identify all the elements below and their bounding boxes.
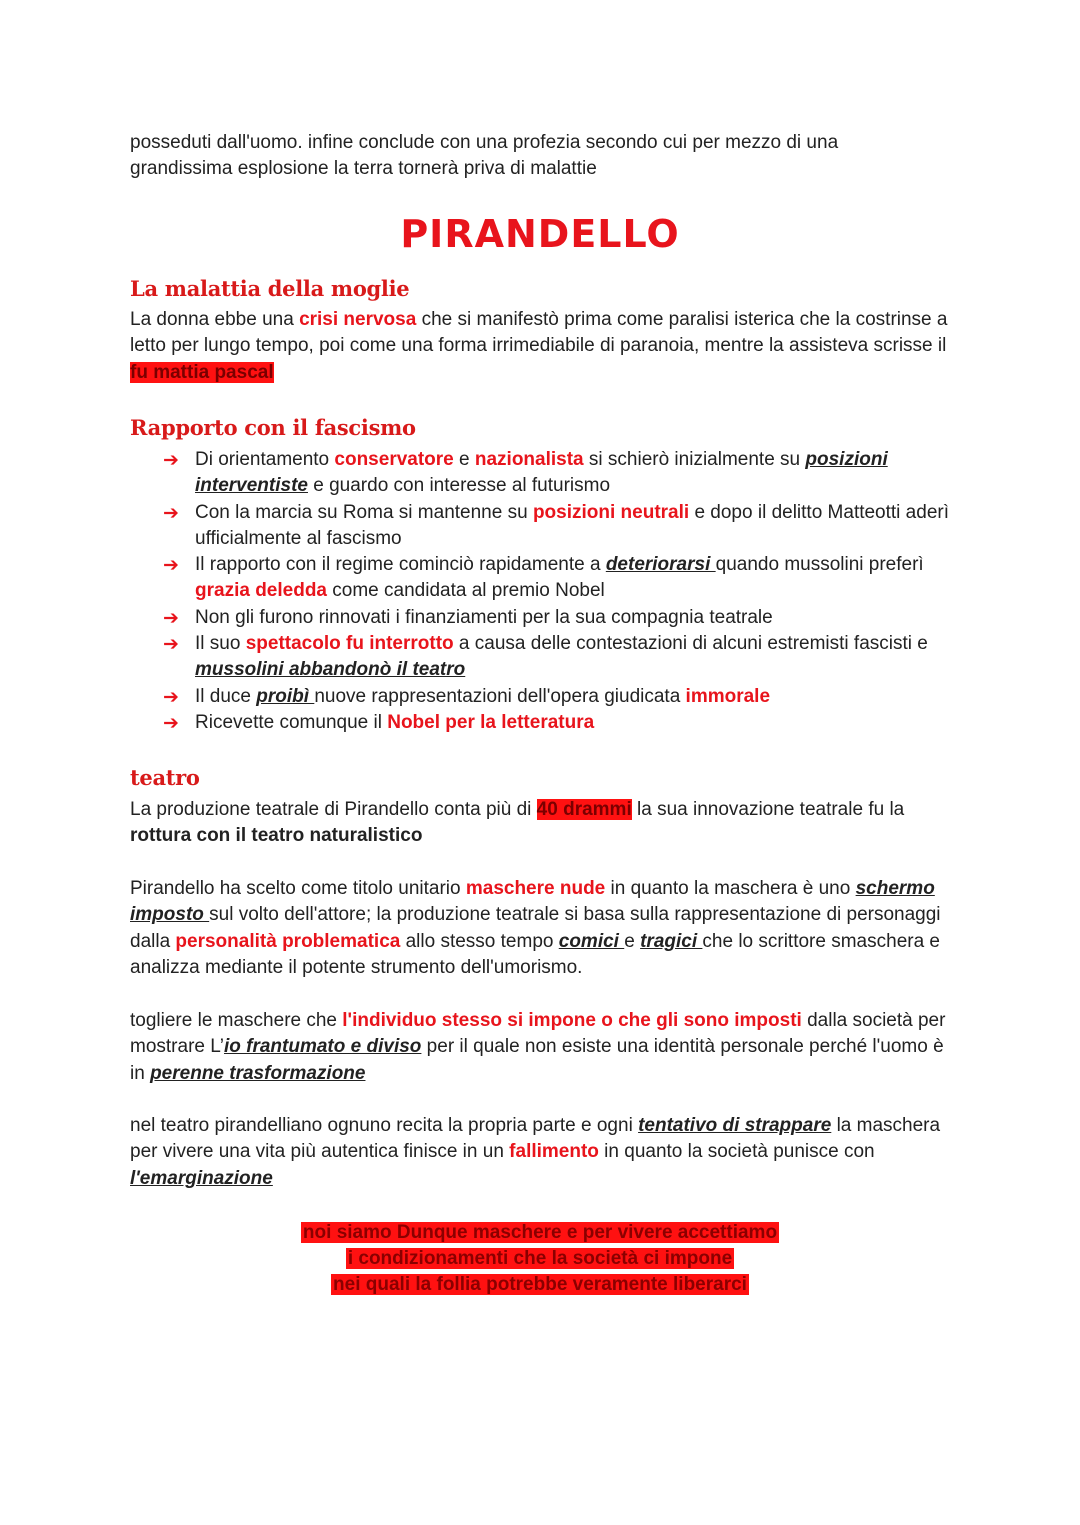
- arrow-icon: ➔: [163, 685, 179, 708]
- arrow-icon: ➔: [163, 501, 179, 524]
- list-item: ➔ Il rapporto con il regime cominciò rapidamente a deteriorarsi quando mussolini preferì grazia deledda come candidata al premio Nobel: [163, 554, 924, 602]
- highlight-fu-mattia-pascal: fu mattia pascal: [130, 361, 274, 383]
- list-item: ➔ Di orientamento conservatore e nazionalista si schierò inizialmente su posizioni interventiste e guardo con interesse al futurismo: [163, 449, 888, 497]
- list-item: ➔ Il suo spettacolo fu interrotto a causa delle contestazioni di alcuni estremisti fascisti e mussolini abbandonò il teatro: [163, 633, 928, 681]
- list-item: ➔ Con la marcia su Roma si mantenne su posizioni neutrali e dopo il delitto Matteotti aderì ufficialmente al fascismo: [163, 501, 949, 549]
- paragraph-teatro-4: nel teatro pirandelliano ognuno recita la propria parte e ogni tentativo di strappare la maschera per vivere una vita più autentica finisce in un fallimento in quanto la società punisce con l'emarginazione: [130, 1115, 941, 1189]
- paragraph-malattia-moglie: La donna ebbe una crisi nervosa che si manifestò prima come paralisi isterica che la costrinse a letto per lungo tempo, poi come una forma irrimediabile di paranoia, mentre la assisteva scrisse il fu mattia pascal: [130, 309, 948, 383]
- highlight-40-drammi: 40 drammi: [536, 799, 632, 820]
- quote-line: nei quali la follia potrebbe veramente liberarci: [333, 1274, 747, 1295]
- heading-malattia-moglie: La malattia della moglie: [130, 276, 410, 301]
- arrow-icon: ➔: [163, 633, 179, 656]
- arrow-icon: ➔: [163, 449, 179, 471]
- fascismo-list: [130, 447, 960, 736]
- list-item: ➔ Non gli furono rinnovati i finanziamenti per la sua compagnia teatrale: [130, 605, 960, 631]
- heading-rapporto-fascismo: Rapporto con il fascismo: [130, 415, 416, 440]
- quote-line: noi siamo Dunque maschere e per vivere accettiamo: [302, 1222, 778, 1243]
- quote-line: i condizionamenti che la società ci impone: [347, 1248, 733, 1269]
- heading-teatro: teatro: [130, 765, 200, 790]
- paragraph-teatro-2: Pirandello ha scelto come titolo unitario maschere nude in quanto la maschera è uno schermo imposto sul volto dell'attore; la produzione teatrale si basa sulla rappresentazione di personaggi dalla personalità problematica allo stesso tempo comici e tragici che lo scrittore smaschera e analizza mediante il potente strumento dell'umorismo.: [130, 878, 941, 978]
- intro-paragraph: posseduti dall'uomo. infine conclude con una profezia secondo cui per mezzo di una grandissima esplosione la terra tornerà priva di malattie: [130, 132, 839, 180]
- list-item: ➔ Il duce proibì nuove rappresentazioni dell'opera giudicata immorale: [130, 684, 960, 710]
- highlighted-quote: [0, 1220, 1080, 1298]
- arrow-icon: ➔: [163, 554, 179, 577]
- paragraph-teatro-3: togliere le maschere che l'individuo stesso si impone o che gli sono imposti dalla società per mostrare L’io frantumato e diviso per il quale non esiste una identità personale perché l'uomo è in perenne trasformazione: [130, 1010, 946, 1084]
- arrow-icon: ➔: [163, 711, 179, 734]
- list-item: ➔ Ricevette comunque il Nobel per la letteratura: [130, 710, 960, 736]
- page-title: PIRANDELLO: [400, 212, 680, 256]
- paragraph-teatro-1: La produzione teatrale di Pirandello conta più di 40 drammi la sua innovazione teatrale fu la rottura con il teatro naturalistico: [130, 799, 905, 847]
- arrow-icon: ➔: [163, 606, 179, 629]
